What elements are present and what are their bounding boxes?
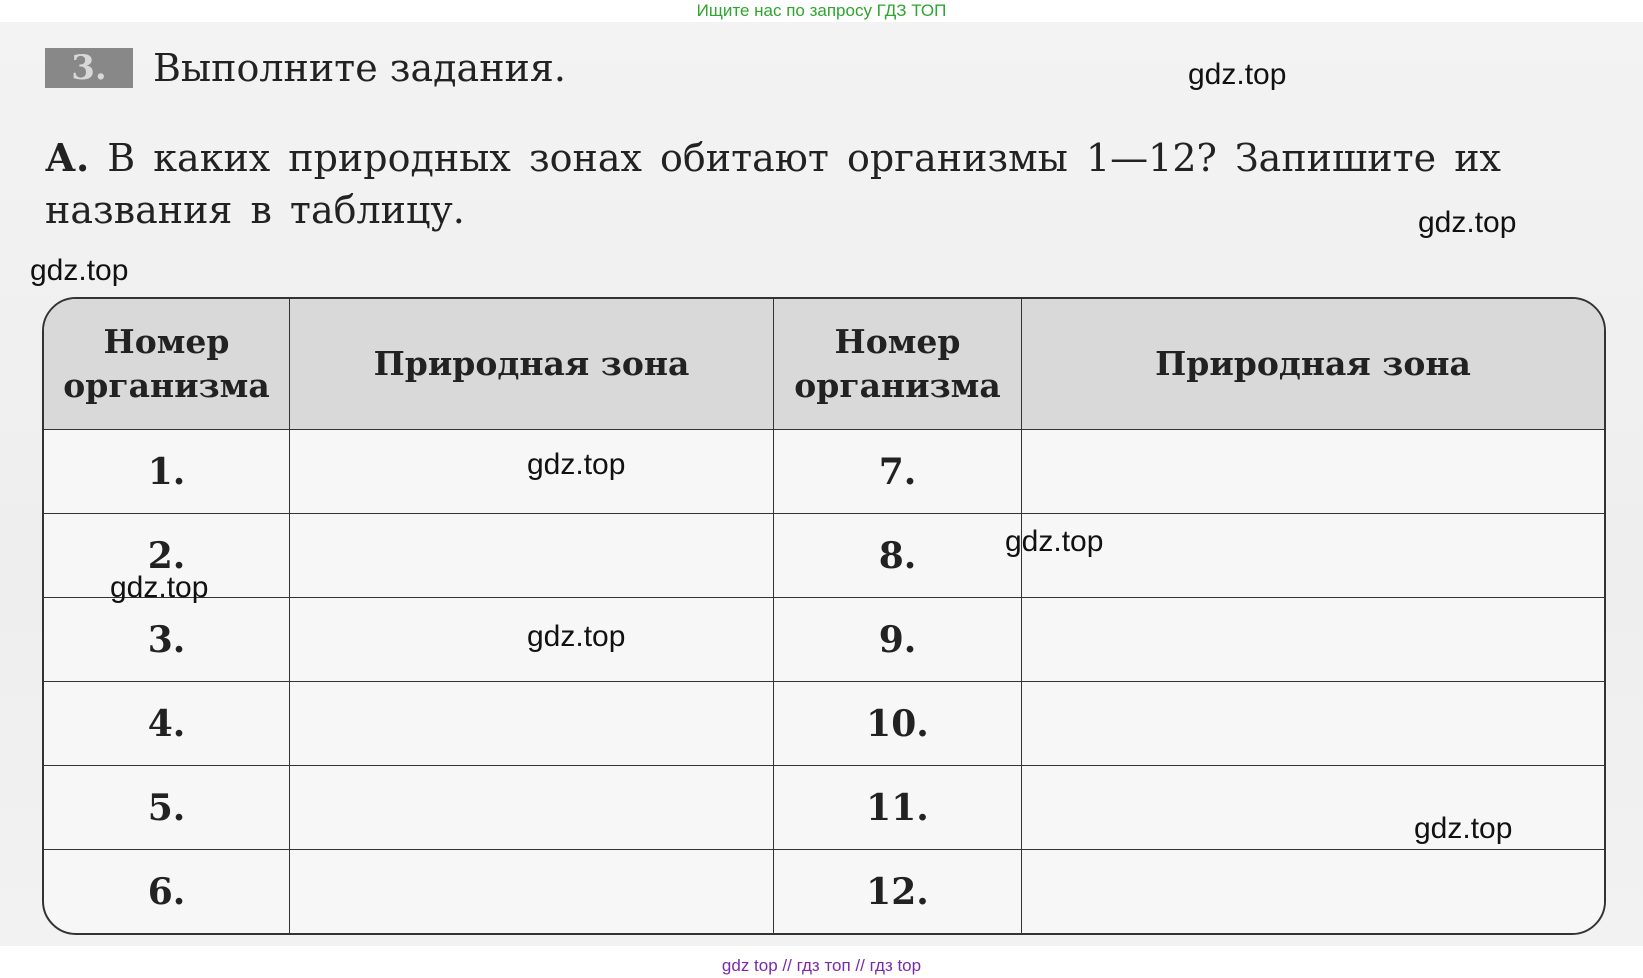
table-row (44, 430, 1604, 514)
watermark: gdz.top (1188, 58, 1287, 91)
table-row (44, 514, 1604, 598)
watermark: gdz.top (110, 571, 209, 604)
watermark: gdz.top (1414, 812, 1513, 845)
zone-answer-cell[interactable] (1022, 850, 1605, 934)
watermark: gdz.top (30, 254, 129, 287)
zone-answer-cell[interactable] (1022, 430, 1605, 514)
organism-number: 5. (44, 766, 290, 850)
zone-answer-cell[interactable] (1022, 682, 1605, 766)
zone-answer-cell[interactable] (1022, 766, 1605, 850)
zone-answer-cell[interactable] (1022, 514, 1605, 598)
table-header-row (44, 299, 1604, 430)
question-body: В каких природных зонах обитают организмы 1—12? Запишите их названия в таблицу. (45, 136, 1501, 232)
zone-answer-cell[interactable] (290, 766, 774, 850)
organism-number: 9. (774, 598, 1022, 682)
organism-number: 4. (44, 682, 290, 766)
watermark: gdz.top (1418, 206, 1517, 239)
task-title: Выполните задания. (153, 46, 566, 90)
zone-answer-cell[interactable] (290, 682, 774, 766)
question-text (45, 132, 1605, 236)
organism-number: 12. (774, 850, 1022, 934)
organism-number: 1. (44, 430, 290, 514)
table-row (44, 766, 1604, 850)
zone-answer-cell[interactable] (290, 514, 774, 598)
question-label: А. (45, 135, 90, 180)
zone-answer-cell[interactable] (1022, 598, 1605, 682)
zone-answer-cell[interactable] (290, 850, 774, 934)
bottom-banner[interactable]: gdz top // гдз топ // гдз top (721, 956, 922, 975)
table-row (44, 682, 1604, 766)
organism-number: 11. (774, 766, 1022, 850)
header-natural-zone-2: Природная зона (1022, 299, 1605, 430)
header-natural-zone-1: Природная зона (290, 299, 774, 430)
organism-number: 8. (774, 514, 1022, 598)
header-organism-number-2: Номер организма (774, 299, 1022, 430)
table-row (44, 598, 1604, 682)
organism-number: 6. (44, 850, 290, 934)
watermark: gdz.top (527, 448, 626, 481)
organism-number: 7. (774, 430, 1022, 514)
top-banner[interactable]: Ищите нас по запросу ГДЗ ТОП (696, 1, 947, 20)
watermark: gdz.top (1005, 525, 1104, 558)
organism-number: 2. (44, 514, 290, 598)
watermark: gdz.top (527, 620, 626, 653)
table-row (44, 850, 1604, 934)
header-organism-number-1: Номер организма (44, 299, 290, 430)
organism-number: 10. (774, 682, 1022, 766)
organism-number: 3. (44, 598, 290, 682)
task-number-badge: 3. (45, 48, 133, 88)
zones-table (42, 297, 1606, 935)
